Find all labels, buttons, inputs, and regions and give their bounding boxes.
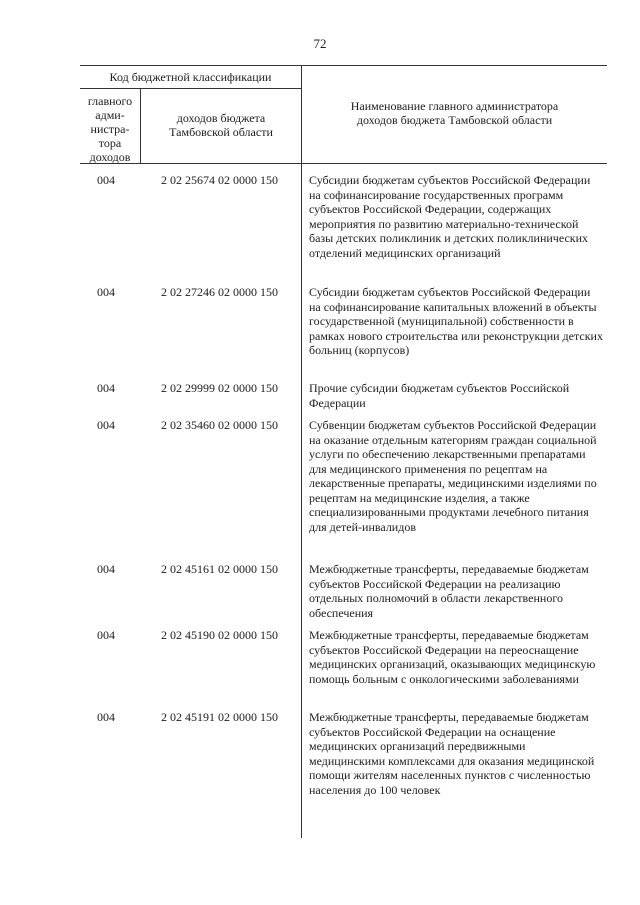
header-col-income-line: доходов бюджета (176, 111, 266, 125)
row-admin-code: 004 (97, 562, 115, 576)
header-col-income (141, 111, 301, 139)
row-name: Межбюджетные трансферты, передаваемые бюджетам субъектов Российской Федерации на реализацию отдельных полномочий в области лекарственного обеспечения (309, 562, 589, 620)
row-name: Субсидии бюджетам субъектов Российской Федерации на софинансирование государственных программ субъектов Российской Федерации, содержащих мероприятия по развитию материально-технической базы детских поликлиник и детских поликлинических отделений медицинских организаций (309, 173, 591, 260)
header-col-admin-line: доходов (89, 150, 131, 164)
header-col-income-line: Тамбовской области (169, 125, 273, 139)
row-income-code: 2 02 29999 02 0000 150 (161, 381, 278, 395)
header-col-admin (80, 94, 140, 164)
header-col-admin-line: тора (98, 136, 122, 150)
row-income-code: 2 02 27246 02 0000 150 (161, 285, 278, 299)
row-admin-code: 004 (97, 173, 115, 187)
header-col-admin-line: главного (87, 94, 133, 108)
row-income-code: 2 02 45161 02 0000 150 (161, 562, 278, 576)
row-name: Межбюджетные трансферты, передаваемые бюджетам субъектов Российской Федерации на оснащение медицинских организаций передвижными медицинскими комплексами для оказания медицинской помощи жителям населенных пунктов с численностью населения до 100 человек (309, 710, 595, 797)
header-group-divider (80, 88, 301, 89)
page-number: 72 (313, 36, 327, 51)
header-group-title: Код бюджетной классификации (109, 70, 272, 84)
row-income-code: 2 02 25674 02 0000 150 (161, 173, 278, 187)
header-col-name-line: Наименование главного администратора (350, 99, 559, 113)
header-col-name-line: доходов бюджета Тамбовской области (356, 113, 553, 127)
row-admin-code: 004 (97, 285, 115, 299)
row-income-code: 2 02 35460 02 0000 150 (161, 418, 278, 432)
row-admin-code: 004 (97, 710, 115, 724)
column-divider-name (301, 163, 302, 838)
row-admin-code: 004 (97, 418, 115, 432)
row-name: Межбюджетные трансферты, передаваемые бюджетам субъектов Российской Федерации на переоснащение медицинских организаций, оказывающих медицинскую помощь больным с онкологическими заболеваниями (309, 628, 596, 686)
row-income-code: 2 02 45190 02 0000 150 (161, 628, 278, 642)
header-col-name (302, 99, 607, 127)
row-income-code: 2 02 45191 02 0000 150 (161, 710, 278, 724)
row-name: Прочие субсидии бюджетам субъектов Российской Федерации (309, 381, 570, 410)
header-bottom-border (80, 163, 607, 164)
row-name: Субсидии бюджетам субъектов Российской Федерации на софинансирование капитальных вложений в объекты государственной (муниципальной) собственности в рамках нового строительства или реконструкции детских больниц (корпусов) (309, 285, 603, 357)
row-name: Субвенции бюджетам субъектов Российской Федерации на оказание отдельным категориям граждан социальной услуги по обеспечению лекарственными препаратами для медицинского применения по рецептам на лекарственные препараты, медицинскими изделиями по рецептам на медицинские изделия, а также специализированными продуктами лечебного питания для детей-инвалидов (309, 418, 597, 534)
row-admin-code: 004 (97, 628, 115, 642)
header-col-admin-line: нистра- (90, 122, 130, 136)
header-col-admin-line: адми- (95, 108, 125, 122)
table-top-border (80, 65, 607, 66)
row-admin-code: 004 (97, 381, 115, 395)
